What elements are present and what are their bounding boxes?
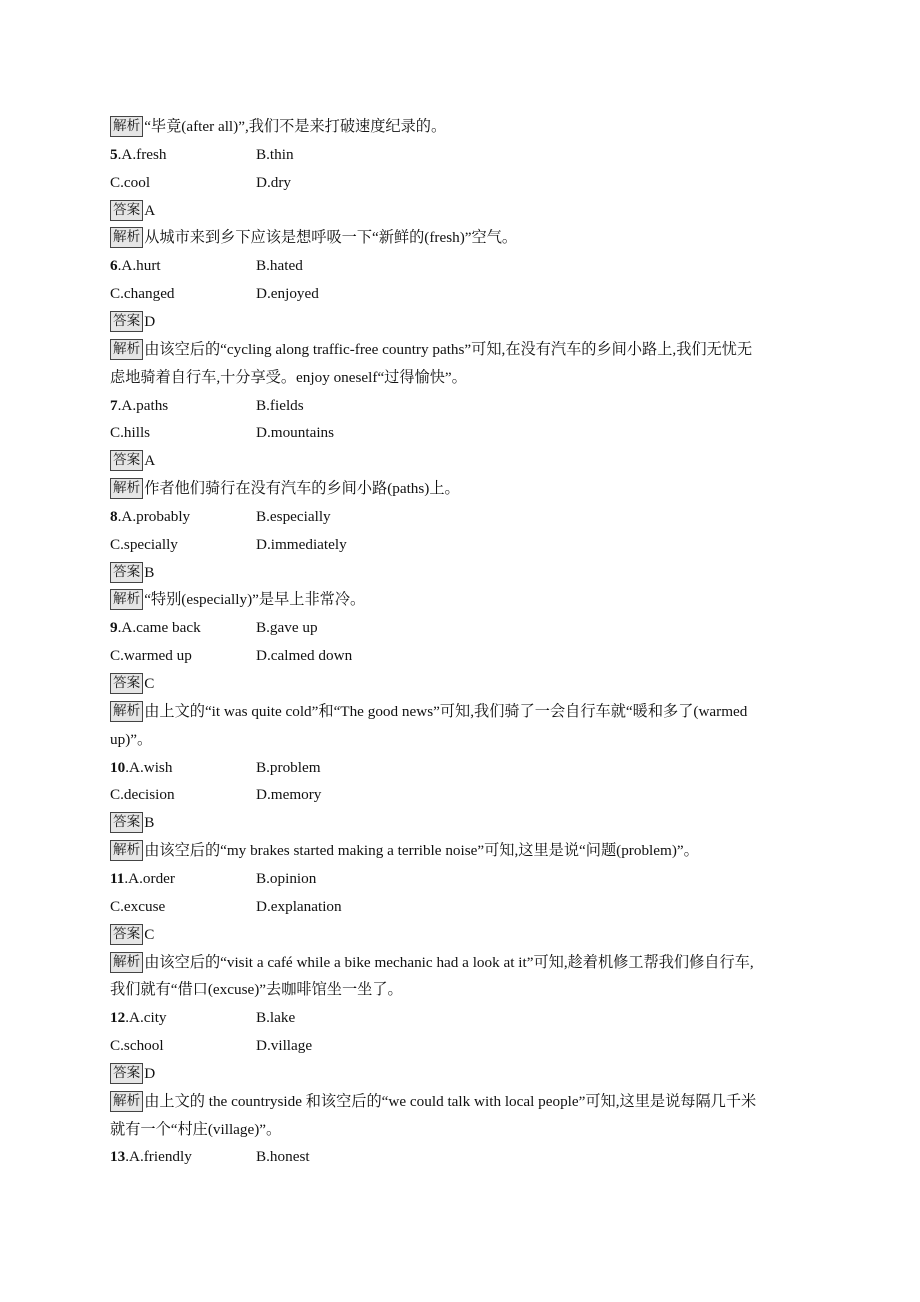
option-b: D.immediately [256, 535, 347, 553]
analysis-label: 解析 [110, 339, 143, 360]
analysis-row [110, 1088, 756, 1116]
option-a [110, 1032, 164, 1060]
analysis-label: 解析 [110, 227, 143, 248]
answer-row [110, 1060, 155, 1088]
option-text: C.excuse [110, 897, 166, 915]
answer-text: C [144, 675, 155, 692]
option-a [110, 642, 192, 670]
option-a [110, 531, 178, 559]
option-b: B.opinion [256, 869, 317, 887]
option-a [110, 893, 165, 921]
analysis-label: 解析 [110, 1091, 143, 1112]
question-number: 7 [110, 396, 118, 414]
option-a [110, 503, 190, 531]
option-b: B.gave up [256, 619, 318, 637]
answer-text: A [144, 452, 156, 470]
continuation-text: 就有一个“村庄(village)”。 [110, 1120, 282, 1138]
option-b: B.problem [256, 758, 321, 776]
option-a [110, 392, 168, 420]
analysis-text: 由该空后的“cycling along traffic-free country paths”可知,在没有汽车的乡间小路上,我们无忧无 [144, 340, 753, 358]
option-a [110, 614, 201, 642]
option-b: B.fields [256, 396, 304, 414]
option-text: .A.paths [117, 396, 169, 414]
analysis-row [110, 949, 754, 977]
answer-row [110, 559, 154, 587]
analysis-row [110, 586, 365, 614]
question-number: 11 [110, 869, 125, 887]
analysis-text: 由上文的“it was quite cold”和“The good news”可知,我们骑了一会自行车就“暖和多了(warmed [144, 702, 748, 720]
answer-row [110, 921, 154, 949]
option-text: C.changed [110, 285, 175, 303]
analysis-label: 解析 [110, 952, 143, 973]
option-a [110, 419, 150, 447]
continuation-text: up)”。 [110, 730, 153, 748]
answer-text: D [144, 312, 156, 330]
analysis-row [110, 698, 747, 726]
option-b: B.especially [256, 507, 331, 525]
answer-label: 答案 [110, 812, 143, 833]
option-text: .A.wish [125, 758, 173, 776]
option-a [110, 252, 161, 280]
option-text: C.warmed up [110, 647, 192, 665]
option-a [110, 169, 150, 197]
option-text: C.cool [110, 173, 151, 191]
analysis-text: 作者他们骑行在没有汽车的乡间小路(paths)上。 [144, 480, 460, 498]
option-text: .A.city [125, 1009, 167, 1027]
analysis-label: 解析 [110, 589, 143, 610]
analysis-text: 由该空后的“my brakes started making a terrible noise”可知,这里是说“问题(problem)”。 [144, 842, 699, 860]
answer-label: 答案 [110, 450, 143, 471]
answer-label: 答案 [110, 562, 143, 583]
question-number: 10 [110, 758, 126, 776]
option-a [110, 1143, 192, 1171]
analysis-text: 由该空后的“visit a café while a bike mechanic had a look at it”可知,趁着机修工帮我们修自行车, [144, 953, 754, 971]
answer-text: D [144, 1064, 156, 1082]
analysis-label: 解析 [110, 840, 143, 861]
option-b: D.enjoyed [256, 285, 319, 303]
question-number: 9 [110, 619, 118, 637]
answer-row [110, 197, 155, 225]
answer-label: 答案 [110, 924, 143, 945]
option-text: .A.order [124, 869, 175, 887]
continuation-text: 虑地骑着自行车,十分享受。enjoy oneself“过得愉快”。 [110, 368, 467, 386]
analysis-label: 解析 [110, 478, 143, 499]
option-b: D.memory [256, 786, 322, 804]
answer-label: 答案 [110, 1063, 143, 1084]
option-a [110, 1004, 167, 1032]
option-text: .A.friendly [125, 1148, 192, 1166]
option-b: B.thin [256, 145, 294, 163]
analysis-row [110, 113, 446, 141]
analysis-label: 解析 [110, 116, 143, 137]
answer-row [110, 670, 154, 698]
answer-label: 答案 [110, 673, 143, 694]
option-text: .A.hurt [117, 257, 161, 275]
option-text: C.school [110, 1037, 164, 1055]
option-text: C.specially [110, 535, 178, 553]
analysis-row [110, 224, 517, 252]
answer-text: B [144, 563, 155, 581]
option-text: .A.probably [117, 507, 191, 525]
analysis-text: 由上文的 the countryside 和该空后的“we could talk with local people”可知,这里是说每隔几千米 [144, 1092, 757, 1110]
option-a [110, 865, 175, 893]
answer-row [110, 809, 154, 837]
option-a [110, 141, 167, 169]
option-a [110, 754, 172, 782]
option-b: B.lake [256, 1009, 296, 1027]
answer-label: 答案 [110, 200, 143, 221]
analysis-text: “毕竟(after all)”,我们不是来打破速度纪录的。 [144, 118, 447, 135]
analysis-text: “特别(especially)”是早上非常冷。 [144, 591, 366, 609]
option-b: D.mountains [256, 424, 335, 442]
option-b: D.explanation [256, 897, 342, 915]
analysis-row [110, 336, 752, 364]
option-a [110, 280, 175, 308]
analysis-row [110, 837, 699, 865]
option-b: D.dry [256, 173, 292, 191]
answer-text: A [144, 201, 156, 219]
question-number: 13 [110, 1148, 126, 1166]
answer-text: C [144, 925, 155, 943]
analysis-text: 从城市来到乡下应该是想呼吸一下“新鲜的(fresh)”空气。 [144, 229, 518, 247]
question-number: 6 [110, 257, 118, 275]
answer-label: 答案 [110, 311, 143, 332]
option-b: D.village [256, 1037, 313, 1055]
option-text: .A.came back [117, 619, 201, 637]
answer-row [110, 447, 155, 475]
answer-row [110, 308, 155, 336]
option-text: C.hills [110, 424, 151, 442]
option-b: D.calmed down [256, 647, 353, 665]
question-number: 5 [110, 145, 118, 163]
option-a [110, 781, 175, 809]
option-text: C.decision [110, 786, 175, 804]
answer-text: B [144, 814, 155, 832]
analysis-label: 解析 [110, 701, 143, 722]
continuation-text: 我们就有“借口(excuse)”去咖啡馆坐一坐了。 [110, 981, 403, 999]
question-number: 12 [110, 1009, 126, 1027]
analysis-row [110, 475, 460, 503]
option-b: B.honest [256, 1148, 310, 1166]
option-text: .A.fresh [117, 145, 167, 163]
option-b: B.hated [256, 257, 303, 275]
question-number: 8 [110, 507, 118, 525]
